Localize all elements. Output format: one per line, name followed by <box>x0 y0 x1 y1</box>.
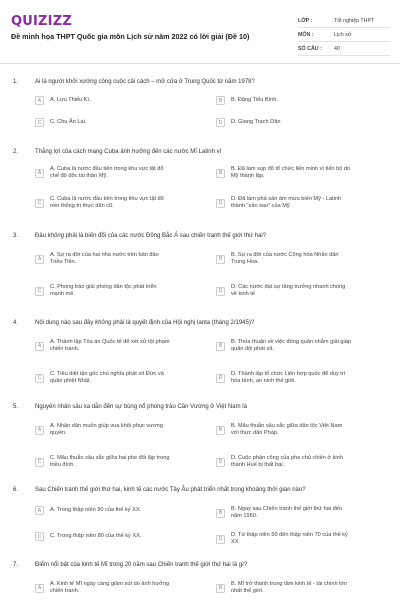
question-text-part: phải là biến đổi của các nước Đông Bắc Á sau chiến tranh thế giới thứ hai? <box>64 233 267 239</box>
option-letter-box: D <box>216 458 225 467</box>
option-letter-box: C <box>35 458 44 467</box>
option-text: B. Mâu thuẫn sâu sắc giữa dân tộc Việt Nam với thực dân Pháp. <box>231 423 343 437</box>
option-c[interactable] <box>35 455 170 470</box>
option-letter-box: B <box>216 584 225 593</box>
worksheet-header <box>0 0 400 62</box>
option-text: C. Tiêu diệt tận gốc chủ nghĩa phát xít Đức và quân phiệt Nhật. <box>50 371 164 385</box>
option-a[interactable] <box>35 581 170 596</box>
option-c[interactable] <box>35 118 170 127</box>
option-text: A. Thành lập Tòa án Quốc tế để xét xử tội phạm chiến tranh. <box>50 339 170 353</box>
question-emphasis: không <box>95 320 112 326</box>
question-number: 5. <box>13 404 19 410</box>
question-text-part: phải là quyết định của Hội nghị Ianta (tháng 2/1945)? <box>111 320 255 326</box>
question-text: Ai là người khởi xướng công cuộc cải cách – mở cửa ở Trung Quốc từ năm 1978? <box>35 79 255 85</box>
option-text: A. Lưu Thiếu Kì. <box>50 96 91 103</box>
option-d[interactable] <box>216 196 351 211</box>
option-letter-box: A <box>35 426 44 435</box>
option-d[interactable] <box>216 532 351 547</box>
option-c[interactable] <box>35 196 170 211</box>
option-text: A. Kinh tế Mĩ ngày càng giảm sút do ảnh hưởng chiến tranh. <box>50 581 170 595</box>
option-c[interactable] <box>35 371 170 386</box>
quizizz-logo: QUIZIZZ <box>11 14 72 29</box>
meta-row-class <box>298 14 390 28</box>
option-letter-box: B <box>216 169 225 178</box>
option-letter-box: B <box>216 426 225 435</box>
option-b[interactable] <box>216 252 351 267</box>
option-text: B. Mĩ trở thành trung tâm kinh tế - tài chính lớn nhất thế giới. <box>231 581 348 595</box>
option-letter-box: B <box>216 509 225 518</box>
option-text: D. Cuộc phản công của phe chủ chiến ở kinh thành Huế bị thất bại. <box>231 455 343 469</box>
option-letter-box: D <box>216 535 225 544</box>
option-text: D. Đã làm phá sản âm mưu biến Mỹ - Latinh thành "sân sau" của Mỹ <box>231 196 342 210</box>
question-number: 1. <box>13 79 19 85</box>
question-text: Điểm nổi bật của kinh tế Mĩ trong 20 năm sau Chiến tranh thế giới thứ hai là gì? <box>35 562 248 568</box>
meta-table <box>298 14 390 56</box>
option-b[interactable] <box>216 423 351 438</box>
option-d[interactable] <box>216 284 351 299</box>
option-text: A. Nhân dân muốn giúp vua khôi phục vương quyền. <box>50 423 163 437</box>
option-c[interactable] <box>35 532 170 541</box>
question-number: 3. <box>13 233 19 239</box>
option-text: A. Cuba là nước đầu tiên trong khu vực lật đổ chế độ độc tài thân Mỹ. <box>50 166 164 180</box>
option-a[interactable] <box>35 166 170 181</box>
option-text: C. Phong trào giải phóng dân tộc phát triển mạnh mẽ. <box>50 284 157 298</box>
option-text: C. Chu Ân Lai. <box>50 118 87 125</box>
question-text-part: Nội dung nào sau đây <box>35 320 96 326</box>
question-number: 2. <box>13 149 19 155</box>
option-c[interactable] <box>35 284 170 299</box>
option-text: C. Cuba là nước đầu tiên trong khu vực lật đổ nền thống trị thực dân cũ. <box>50 196 164 210</box>
option-text: B. Đã làm sụp đổ tổ chức liên minh vì tiến bộ do Mỹ thành lập. <box>231 166 351 180</box>
question-number: 7. <box>13 562 19 568</box>
question-number: 6. <box>13 487 19 493</box>
option-text: C. Trong thập niên 80 của thế kỷ XX. <box>50 532 142 539</box>
option-a[interactable] <box>35 96 170 105</box>
option-b[interactable] <box>216 166 351 181</box>
option-letter-box: D <box>216 374 225 383</box>
option-letter-box: D <box>216 199 225 208</box>
option-text: A. Trong thập niên 90 của thế kỷ XX. <box>50 506 142 513</box>
question-text: Sau Chiến tranh thế giới thứ hai, kinh tế các nước Tây Âu phát triển nhất trong khoảng thời gian nào? <box>35 487 306 493</box>
option-b[interactable] <box>216 581 351 596</box>
option-b[interactable] <box>216 96 351 105</box>
option-letter-box: C <box>35 532 44 541</box>
option-letter-box: B <box>216 255 225 264</box>
option-a[interactable] <box>35 252 170 267</box>
option-letter-box: C <box>35 199 44 208</box>
meta-label: MÔN : <box>298 31 314 38</box>
meta-label: LỚP : <box>298 17 313 24</box>
option-letter-box: D <box>216 287 225 296</box>
option-text: D. Từ thập niên 50 đến thập niên 70 của thế kỷ XX <box>231 532 348 546</box>
option-d[interactable] <box>216 118 351 127</box>
option-text: D. Thành lập tổ chức Liên hợp quốc để duy trì hòa bình, an ninh thế giới. <box>231 371 346 385</box>
option-text: B. Ngay sau Chiến tranh thế giới thứ hai đến năm 1950. <box>231 506 342 520</box>
option-d[interactable] <box>216 455 351 470</box>
option-letter-box: A <box>35 169 44 178</box>
option-b[interactable] <box>216 506 351 521</box>
question-text: Thắng lợi của cách mạng Cuba ảnh hưởng đến các nước Mĩ Latinh vì <box>35 149 222 155</box>
meta-row-subject <box>298 28 390 42</box>
option-letter-box: A <box>35 584 44 593</box>
question-text-part: Đâu <box>35 233 48 239</box>
option-letter-box: C <box>35 118 44 127</box>
meta-label: SỐ CÂU : <box>298 45 322 52</box>
option-letter-box: A <box>35 342 44 351</box>
option-letter-box: D <box>216 118 225 127</box>
option-d[interactable] <box>216 371 351 386</box>
option-text: B. Sự ra đời của nước Cộng hòa Nhân dân Trung Hoa. <box>231 252 339 266</box>
option-text: D. Các nước đạt sự tăng trưởng nhanh chóng về kinh tế <box>231 284 346 298</box>
option-text: C. Mâu thuẫn sâu sắc giữa hai phe đối lập trong triều đình. <box>50 455 170 469</box>
question-text <box>35 320 385 326</box>
option-a[interactable] <box>35 506 170 515</box>
option-letter-box: B <box>216 342 225 351</box>
option-text: D. Giang Trạch Dân <box>231 118 281 125</box>
question-text <box>35 233 385 239</box>
question-text: Nguyên nhân sâu xa dẫn đến sự bùng nổ phong trào Cần Vương ở Việt Nam là <box>35 404 247 410</box>
option-text: B. Thỏa thuận về việc đóng quân nhằm giải giáp quân đội phát xít. <box>231 339 351 353</box>
meta-row-count <box>298 42 390 56</box>
option-text: B. Đặng Tiểu Bình. <box>231 96 278 103</box>
option-a[interactable] <box>35 423 170 438</box>
meta-value: Lịch sử <box>334 31 352 38</box>
meta-value: 40 <box>334 45 340 52</box>
option-letter-box: C <box>35 374 44 383</box>
option-text: A. Sự ra đời của hai nhà nước trên bán đảo Triều Tiên. <box>50 252 159 266</box>
header-divider <box>0 63 400 64</box>
option-a[interactable] <box>35 339 170 354</box>
option-letter-box: A <box>35 96 44 105</box>
option-letter-box: A <box>35 255 44 264</box>
option-letter-box: C <box>35 287 44 296</box>
document-title: Đề minh họa THPT Quốc gia môn Lịch sử năm 2022 có lời giải (Đề 10) <box>11 32 250 41</box>
option-b[interactable] <box>216 339 351 354</box>
option-letter-box: B <box>216 96 225 105</box>
option-letter-box: A <box>35 506 44 515</box>
question-emphasis: không <box>47 233 65 239</box>
meta-value: Tốt nghiệp THPT <box>334 17 375 24</box>
question-number: 4. <box>13 320 19 326</box>
